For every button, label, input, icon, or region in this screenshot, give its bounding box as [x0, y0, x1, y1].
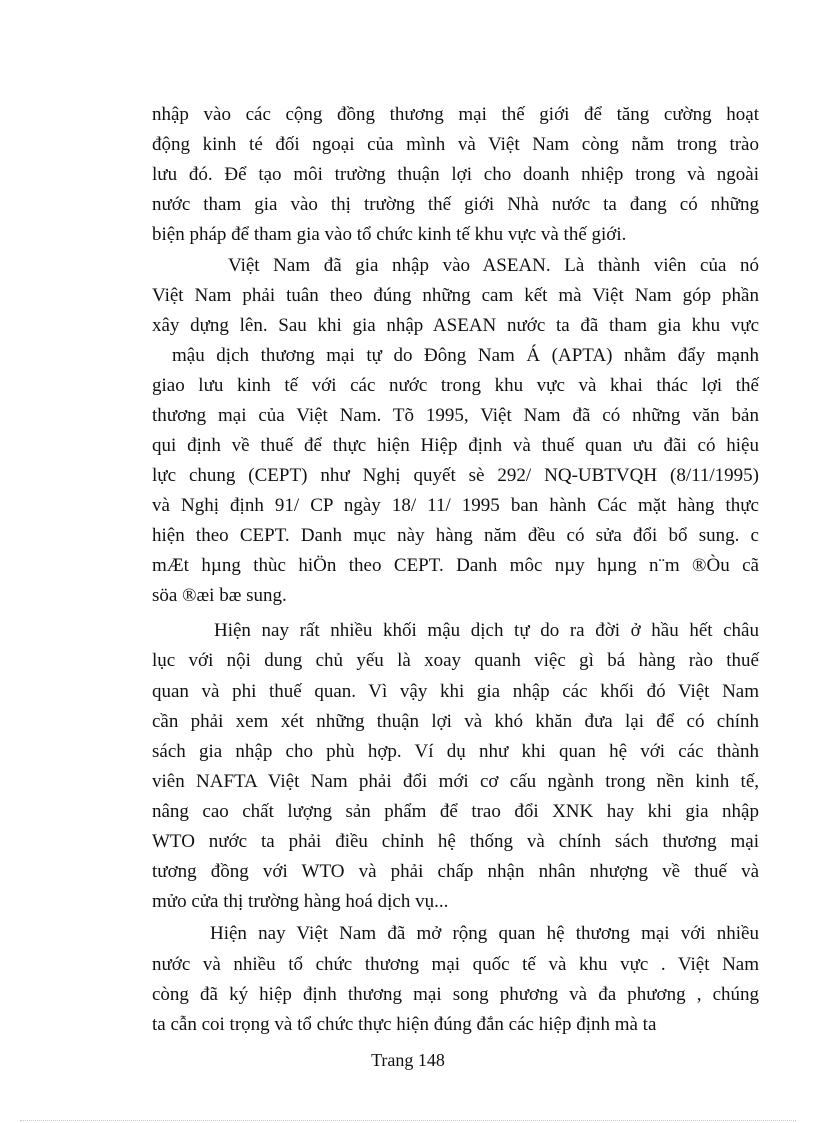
text-line: Việt Nam phải tuân theo đúng những cam kết mà Việt Nam góp phần — [152, 285, 759, 306]
text-line: WTO nước ta phải điều chỉnh hệ thống và chính sách thương mại — [152, 831, 759, 852]
text-line: giao lưu kinh tế với các nước trong khu vực và khai thác lợi thế — [152, 375, 759, 396]
text-line: biện pháp để tham gia vào tổ chức kinh tế khu vực và thế giới. — [152, 224, 627, 245]
text-line: Hiện nay rất nhiều khối mậu dịch tự do ra đời ở hầu hết châu — [214, 620, 759, 641]
page-bottom-divider — [20, 1120, 796, 1121]
text-line: tương đồng với WTO và phải chấp nhận nhân nhượng về thuế và — [152, 861, 759, 882]
text-line: cần phải xem xét những thuận lợi và khó khăn đưa lại để có chính — [152, 711, 759, 732]
text-line: lưu đó. Để tạo môi trường thuận lợi cho doanh nhiệp trong và ngoài — [152, 164, 759, 185]
text-line: sách gia nhập cho phù hợp. Ví dụ như khi quan hệ với các thành — [152, 741, 759, 762]
text-line: mậu dịch thương mại tự do Đông Nam Á (APTA) nhằm đẩy mạnh — [172, 345, 759, 366]
text-line: qui định về thuế để thực hiện Hiệp định và thuế quan ưu đãi có hiệu — [152, 435, 759, 456]
text-line: nhập vào các cộng đồng thương mại thế giới để tăng cường hoạt — [152, 104, 759, 125]
text-line: và Nghị định 91/ CP ngày 18/ 11/ 1995 ban hành Các mặt hàng thực — [152, 495, 759, 516]
text-line: mửo cửa thị trường hàng hoá dịch vụ... — [152, 891, 449, 912]
text-line: hiện theo CEPT. Danh mục này hàng năm đều có sửa đổi bổ sung. c — [152, 525, 759, 546]
text-line: söa ®æi bæ sung. — [152, 585, 287, 606]
text-line: lục với nội dung chủ yếu là xoay quanh việc gì bá hàng rào thuế — [152, 650, 759, 671]
text-line: viên NAFTA Việt Nam phải đổi mới cơ cấu ngành trong nền kinh tế, — [152, 771, 759, 792]
text-line: xây dựng lên. Sau khi gia nhập ASEAN nước ta đã tham gia khu vực — [152, 315, 759, 336]
text-line: lực chung (CEPT) như Nghị quyết sè 292/ NQ-UBTVQH (8/11/1995) — [152, 465, 759, 486]
text-line: nâng cao chất lượng sản phẩm để trao đổi XNK hay khi gia nhập — [152, 801, 759, 822]
text-line: quan và phi thuế quan. Vì vậy khi gia nhập các khối đó Việt Nam — [152, 681, 759, 702]
text-line: Hiện nay Việt Nam đã mở rộng quan hệ thương mại với nhiều — [210, 923, 759, 944]
text-line: Việt Nam đã gia nhập vào ASEAN. Là thành viên của nó — [228, 255, 759, 276]
page-number: Trang 148 — [371, 1050, 445, 1070]
text-line: ta cẫn coi trọng và tổ chức thực hiện đúng đắn các hiệp định mà ta — [152, 1014, 657, 1035]
text-line: còng đã ký hiệp định thương mại song phương và đa phương , chúng — [152, 984, 759, 1005]
text-line: thương mại của Việt Nam. Tõ 1995, Việt Nam đã có những văn bản — [152, 405, 759, 426]
text-line: nước tham gia vào thị trường thế giới Nhà nước ta đang có những — [152, 194, 759, 215]
text-line: mÆt hµng thùc hiÖn theo CEPT. Danh môc nµy hµng n¨m ®Òu cã — [152, 555, 759, 576]
text-line: động kinh té đối ngoại của mình và Việt Nam còng nằm trong trào — [152, 134, 759, 155]
text-line: nước và nhiều tổ chức thương mại quốc tế và khu vực . Việt Nam — [152, 954, 759, 975]
